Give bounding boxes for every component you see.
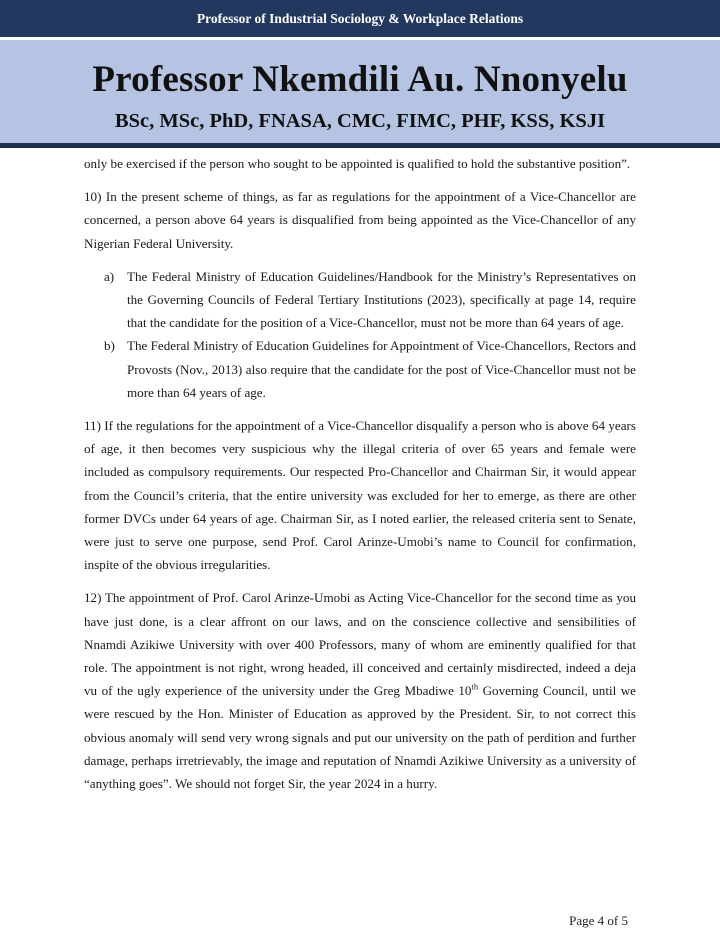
paragraph-12 (84, 586, 636, 795)
list-marker: b) (104, 338, 115, 354)
ordinal-suffix: th (471, 681, 479, 692)
letter-body (84, 152, 636, 805)
list-item (84, 334, 636, 404)
paragraph-10: 10) In the present scheme of things, as far as regulations for the appointment of a Vice-Chancellor are concerned, a person above 64 years is disqualified from being appointed as the Vice-Chancellor of any Nigerian Federal University. (84, 189, 636, 251)
header-top-bar (0, 0, 720, 37)
paragraph-12-text: 12) The appointment of Prof. Carol Arinze-Umobi as Acting Vice-Chancellor for the second time as you have just done, is a clear affront on our laws, and on the conscience collective and sensibilities of Nnamdi Azikiwe University with over 400 Professors, many of whom are eminently qualified for that role. The appointment is not right, wrong headed, ill conceived and certainly misdirected, indeed a deja vu of the ugly experience of the university under the Greg Mbadiwe 10 (84, 590, 636, 699)
guidelines-list (84, 265, 636, 404)
author-qualifications: BSc, MSc, PhD, FNASA, CMC, FIMC, PHF, KSS, KSJI (114, 110, 606, 132)
header-top-title: Professor of Industrial Sociology & Workplace Relations (196, 11, 524, 26)
page-number: Page 4 of 5 (569, 913, 628, 928)
paragraph-11: 11) If the regulations for the appointment of a Vice-Chancellor disqualify a person who is above 64 years of age, it then becomes very suspicious why the illegal criteria of over 65 years and female were included as compulsory requirements. Our respected Pro-Chancellor and Chairman Sir, it would appear from the Council’s criteria, that the entire university was excluded for her to emerge, as there are other former DVCs under 64 years of age. Chairman Sir, as I noted earlier, the released criteria sent to Senate, were just to serve one purpose, send Prof. Carol Arinze-Umobi’s name to Council for confirmation, inspite of the obvious irregularities. (84, 418, 636, 573)
list-item-text: The Federal Ministry of Education Guidelines/Handbook for the Ministry’s Representatives on the Governing Councils of Federal Tertiary Institutions (2023), specifically at page 14, require that the candidate for the position of a Vice-Chancellor, must not be more than 64 years of age. (127, 268, 636, 331)
list-item (84, 265, 636, 335)
paragraph-continuation: only be exercised if the person who sought to be appointed is qualified to hold the substantive position”. (84, 156, 631, 171)
header-divider (0, 143, 720, 148)
list-item-text: The Federal Ministry of Education Guidelines for Appointment of Vice-Chancellors, Rectors and Provosts (Nov., 2013) also require that the candidate for the post of Vice-Chancellor must not be more than 64 years of age. (127, 338, 636, 400)
header-banner (0, 40, 720, 143)
paragraph-12-text-end: Governing Council, until we were rescued by the Hon. Minister of Education as approved by the President. Sir, to not correct this obvious anomaly will send very wrong signals and put our university on the path of perdition and further damage, perhaps irretrievably, the image and reputation of Nnamdi Azikiwe University as a university of “anything goes”. We should not forget Sir, the year 2024 in a hurry. (84, 683, 636, 792)
author-name: Professor Nkemdili Au. Nnonyelu (92, 59, 628, 100)
list-marker: a) (104, 268, 115, 284)
